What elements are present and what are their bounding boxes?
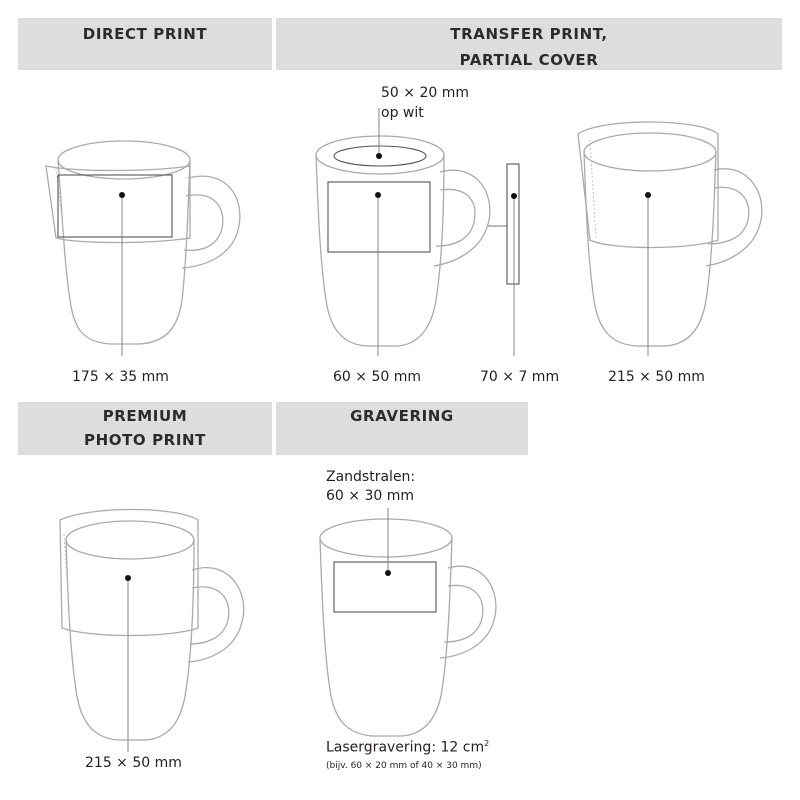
mug-transfer-wrap	[578, 122, 762, 356]
label-laser-text: Lasergravering: 12 cm	[326, 739, 485, 756]
header-premium-line1: PREMIUM	[102, 407, 188, 425]
header-gravering-title: GRAVERING	[350, 407, 454, 425]
label-inner-size: 50 × 20 mm	[381, 85, 469, 101]
label-wrap-size: 215 × 50 mm	[608, 369, 705, 385]
handle-print-strip	[488, 164, 519, 356]
print-area-handle	[507, 164, 519, 284]
label-laser-example: (bijv. 60 × 20 mm of 40 × 30 mm)	[326, 761, 482, 771]
mug-transfer-front	[316, 108, 490, 356]
print-area-direct	[58, 175, 172, 237]
label-sandblast-size: 60 × 30 mm	[326, 488, 414, 504]
label-laser-sup: 2	[484, 739, 490, 748]
mug-premium	[60, 510, 244, 753]
label-direct-size: 175 × 35 mm	[72, 369, 169, 385]
label-laser	[326, 735, 489, 757]
header-direct-print-title: DIRECT PRINT	[82, 25, 208, 43]
label-front-size: 60 × 50 mm	[333, 369, 421, 385]
label-sandblast-title: Zandstralen:	[326, 469, 416, 485]
label-inner-note: op wit	[381, 105, 424, 121]
engraving-area	[334, 562, 436, 612]
header-premium-line2: PHOTO PRINT	[83, 431, 206, 449]
mug-gravering	[320, 508, 496, 736]
header-transfer-line2: PARTIAL COVER	[459, 51, 599, 69]
mug-direct-print	[46, 141, 240, 356]
label-premium-size: 215 × 50 mm	[85, 755, 182, 771]
header-transfer-line1: TRANSFER PRINT,	[450, 25, 608, 43]
label-handle-size: 70 × 7 mm	[480, 369, 560, 385]
